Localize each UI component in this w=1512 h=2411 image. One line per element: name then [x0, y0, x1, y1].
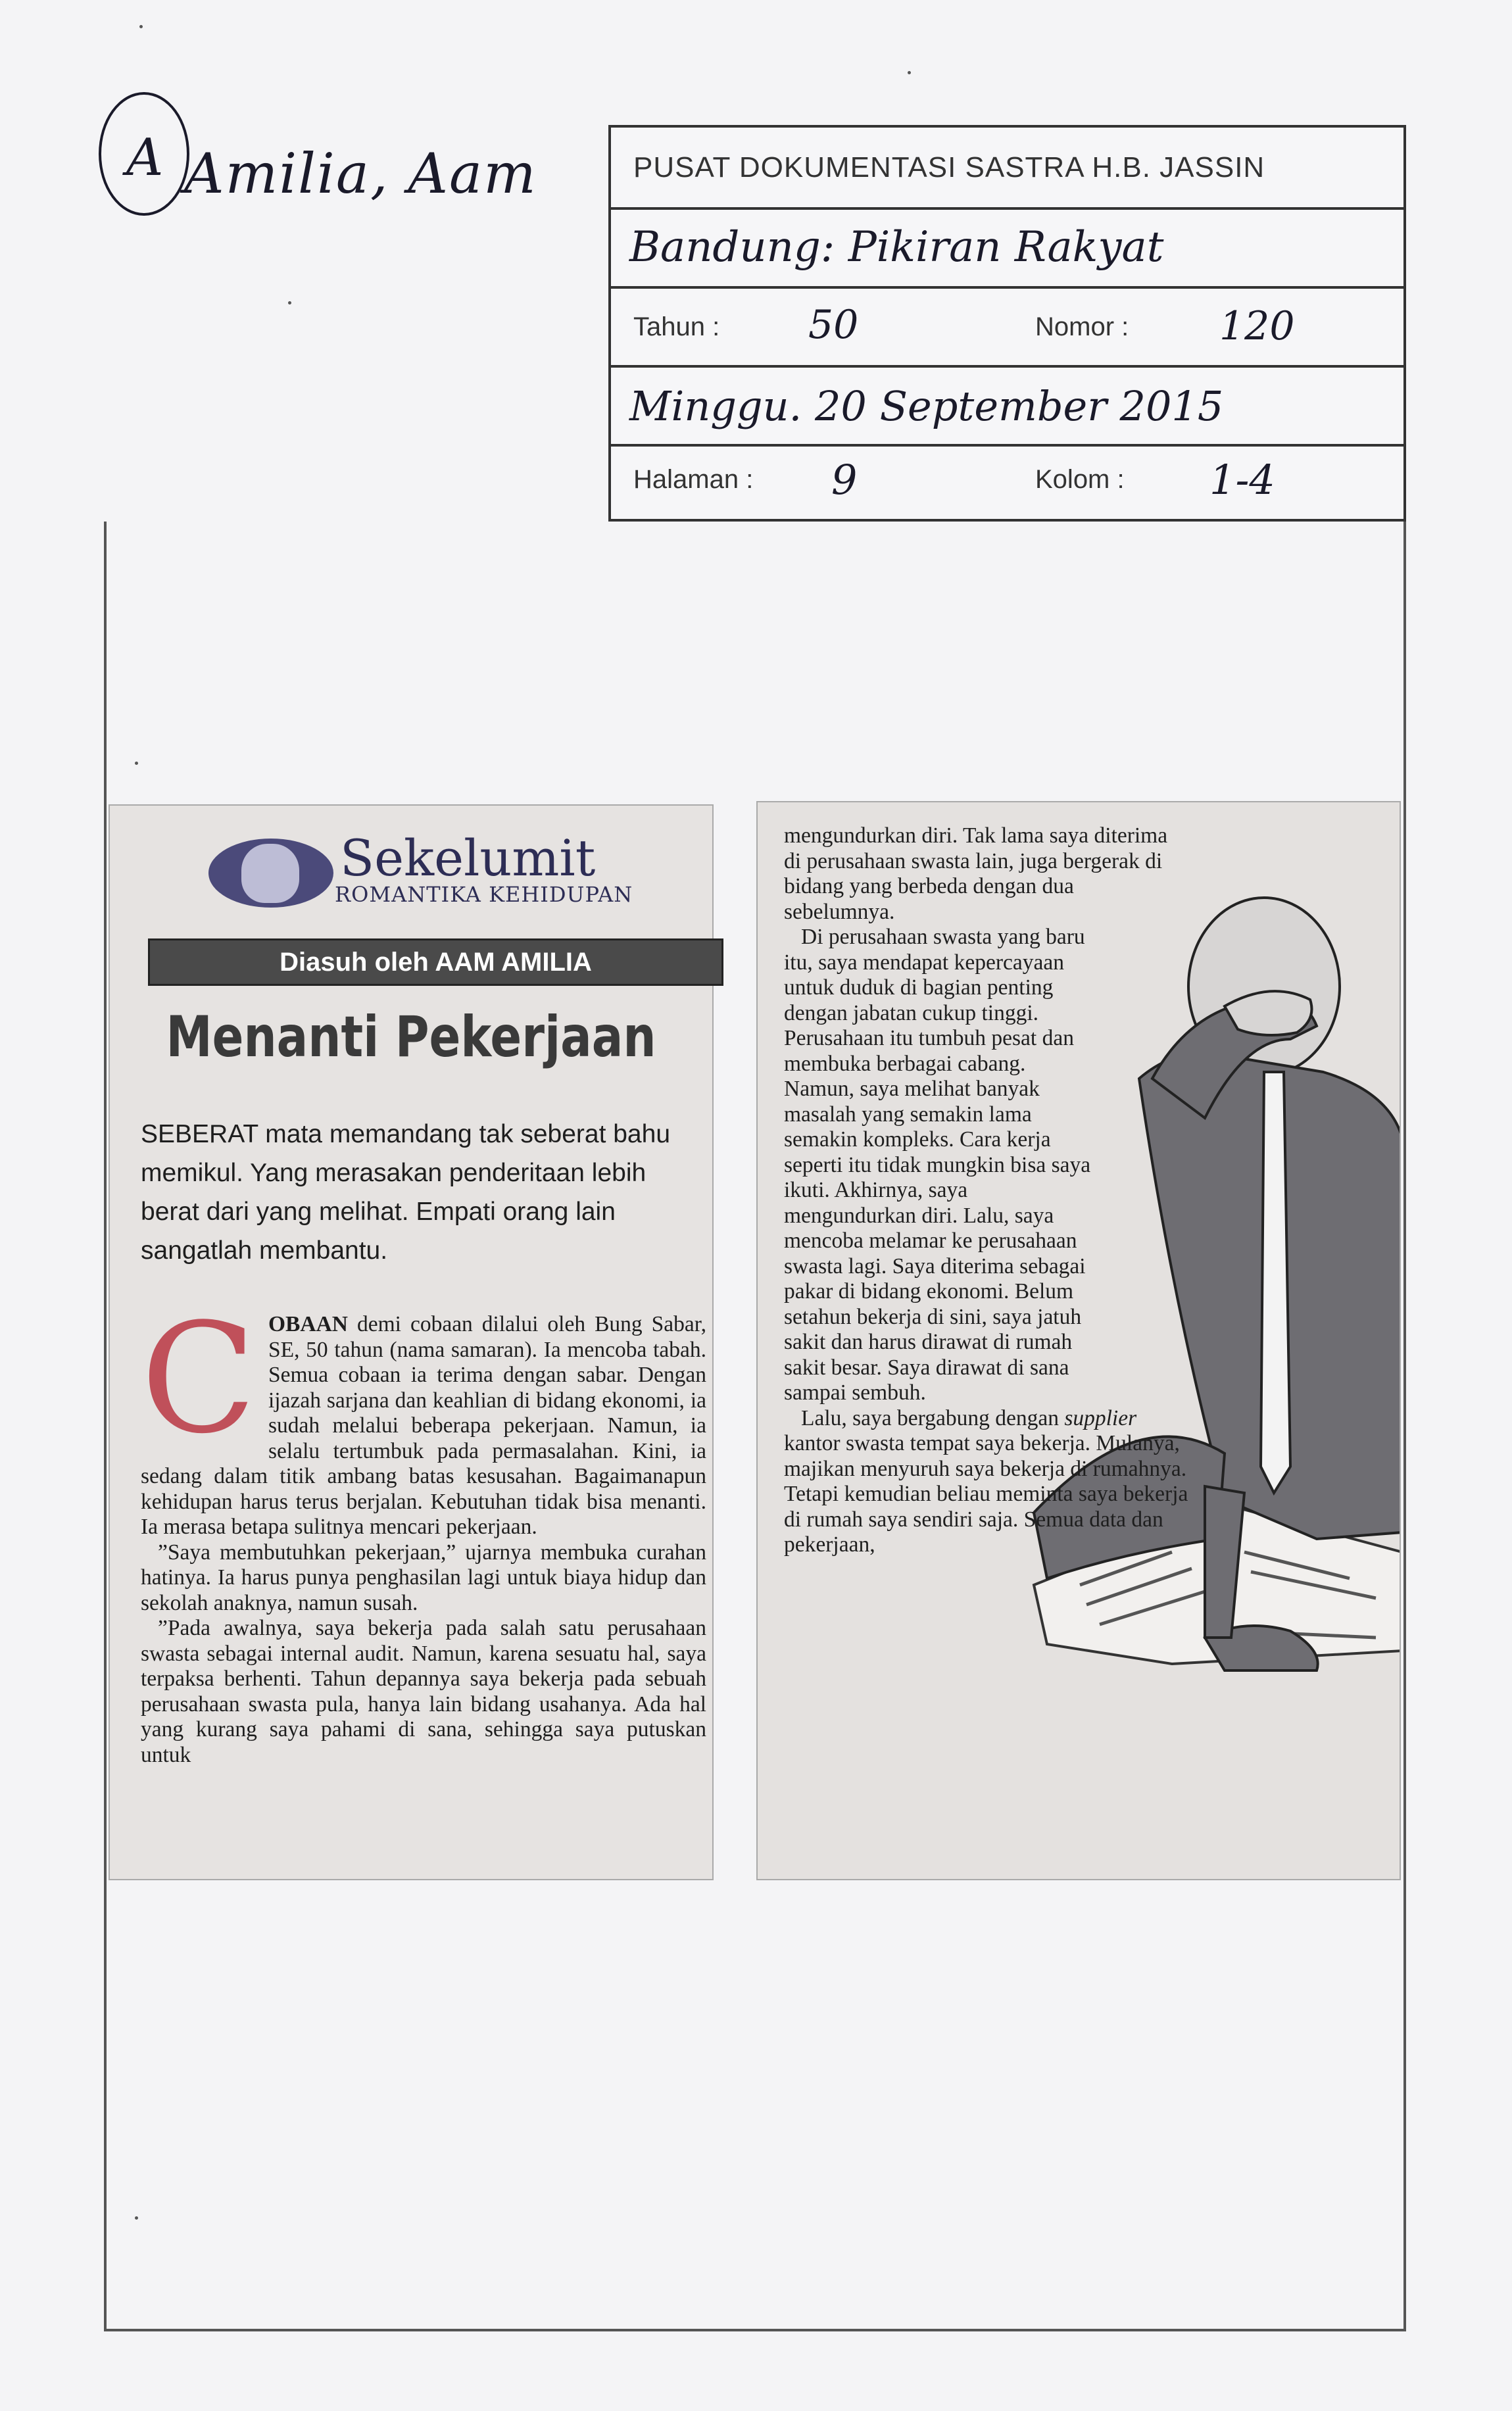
catalog-row-halaman-kolom	[611, 447, 1403, 519]
clipping-left-column	[109, 804, 714, 1880]
scan-speck	[135, 2216, 138, 2220]
paragraph: ”Saya membutuhkan pekerjaan,” ujarnya membuka curahan hatinya. Ia harus punya penghasilan lagi untuk biaya hidup dan sekolah anaknya, namun susah.	[141, 1540, 706, 1615]
date-value: Minggu. 20 September 2015	[629, 382, 1224, 430]
nomor-value: 120	[1219, 303, 1295, 349]
column-title: Sekelumit	[340, 829, 596, 887]
scan-speck	[288, 301, 291, 304]
catalog-row-date	[611, 368, 1403, 447]
catalog-stamp	[608, 125, 1406, 522]
halaman-value: 9	[831, 456, 858, 504]
lead-paragraph: SEBERAT mata memandang tak seberat bahu memikul. Yang merasakan penderitaan lebih berat dari yang melihat. Empati orang lain sangatlah membantu.	[141, 1120, 671, 1265]
paragraph: mengundurkan diri. Tak lama saya diterima di perusahaan swasta lain, juga bergerak di bidang yang berbeda dengan dua sebelumnya.	[784, 823, 1168, 924]
dropcap: C	[141, 1312, 256, 1467]
paragraph: ”Pada awalnya, saya bekerja pada salah satu perusahaan swasta sebagai internal audit. Namun, karena sesuatu hal, saya terpaksa berhenti. Tahun depannya saya bekerja pada sebuah perusahaan swasta pula, hanya lain bidang usahanya. Ada hal yang kurang saya pahami di sana, sehingga saya putuskan untuk	[141, 1616, 706, 1767]
kolom-value: 1-4	[1209, 456, 1275, 504]
article-body-right	[784, 823, 1205, 1863]
catalog-row-tahun-nomor	[611, 289, 1403, 368]
clipping-right-column	[756, 801, 1401, 1880]
face-icon	[241, 844, 299, 903]
scan-speck	[135, 762, 138, 765]
article-body-left	[141, 1312, 706, 1832]
author-letter: A	[126, 128, 164, 187]
paragraph-text: kantor swasta tempat saya bekerja. Mulanya, majikan menyuruh saya bekerja di rumahnya. Tetapi kemudian beliau meminta saya bekerja di rumah saya sendiri saja. Semua data dan pekerjaan,	[784, 1431, 1188, 1557]
paragraph	[784, 1406, 1192, 1558]
italic-word: supplier	[1064, 1405, 1137, 1430]
author-name: Amilia, Aam	[184, 141, 537, 206]
institution-name: PUSAT DOKUMENTASI SASTRA H.B. JASSIN	[633, 151, 1265, 183]
scan-speck	[908, 71, 911, 74]
catalog-row-source	[611, 210, 1403, 289]
source-value: Bandung: Pikiran Rakyat	[629, 223, 1164, 272]
paragraph-text: Lalu, saya bergabung dengan	[801, 1405, 1065, 1430]
tahun-label: Tahun :	[633, 312, 720, 341]
paragraph: Di perusahaan swasta yang baru itu, saya mendapat kepercayaan untuk duduk di bagian penting dengan jabatan cukup tinggi. Perusahaan itu tumbuh pesat dan membuka berbagai cabang. Namun, saya melihat banyak masalah yang semakin lama semakin kompleks. Cara kerja seperti itu tidak mungkin bisa saya ikuti. Akhirnya, saya mengundurkan diri. Lalu, saya mencoba melamar ke perusahaan swasta lagi. Saya diterima sebagai pakar di bidang ekonomi. Belum setahun bekerja di sini, saya jatuh sakit dan harus dirawat di rumah sakit besar. Saya dirawat di sana sampai sembuh.	[784, 925, 1091, 1405]
headline: Menanti Pekerjaan	[166, 1004, 656, 1070]
halaman-label: Halaman :	[633, 465, 754, 494]
byline-bar: Diasuh oleh AAM AMILIA	[148, 938, 723, 986]
scan-speck	[139, 25, 143, 28]
paragraph-text: demi cobaan dilalui oleh Bung Sabar, SE, 50 tahun (nama samaran). Ia mencoba tabah. Semua cobaan ia terima dengan sabar. Dengan ijazah sarjana dan keahlian di bidang ekonomi, ia sudah melalui beberapa pekerjaan. Namun, ia selalu tertumbuk pada permasalahan. Kini, ia sedang dalam titik ambang batas kesusahan. Bagaimanapun kehidupan harus terus berjalan. Kebutuhan tidak bisa menanti. Ia merasa betapa sulitnya mencari pekerjaan.	[141, 1312, 706, 1539]
kolom-label: Kolom :	[1035, 465, 1125, 494]
column-subtitle: ROMANTIKA KEHIDUPAN	[335, 882, 633, 907]
tahun-value: 50	[808, 302, 859, 348]
first-word: OBAAN	[268, 1312, 348, 1336]
nomor-label: Nomor :	[1035, 312, 1129, 341]
catalog-row-institution	[611, 128, 1403, 210]
